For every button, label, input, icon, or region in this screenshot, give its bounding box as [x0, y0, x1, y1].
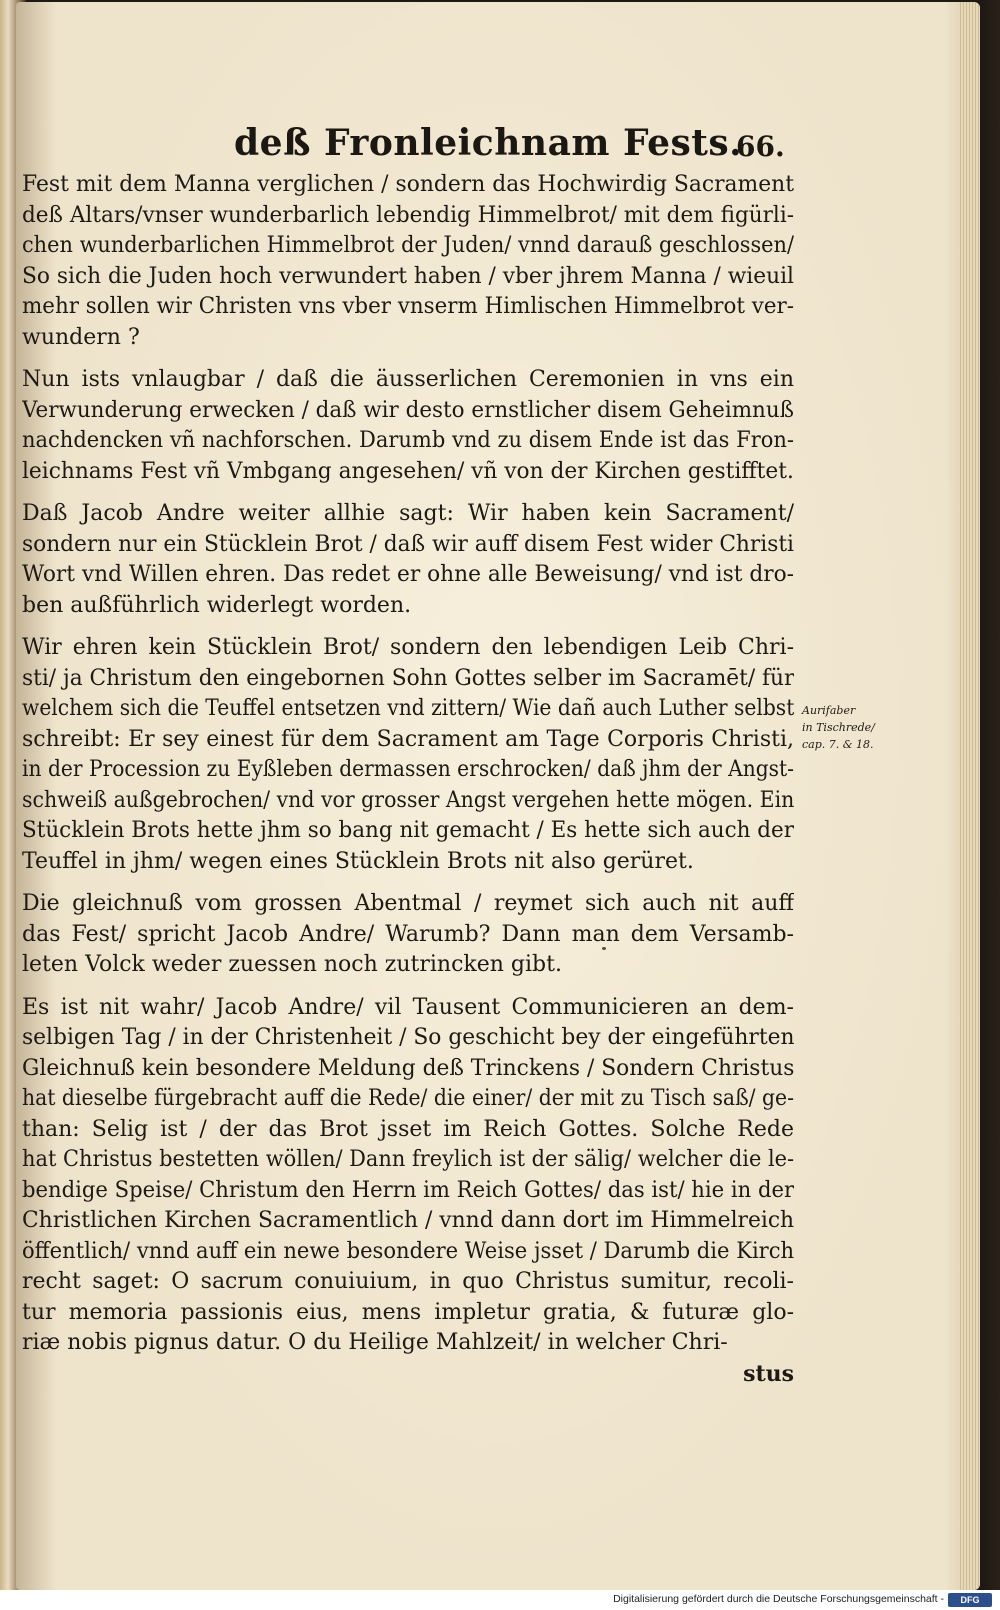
text-line: das Fest/ spricht Jacob Andre/ Warumb? Dann man dem Versamb- [22, 921, 794, 947]
page-edge [958, 2, 980, 1590]
text-line: selbigen Tag / in der Christenheit / So geschicht bey der eingeführten [22, 1025, 794, 1050]
catchword: stus [743, 1360, 794, 1387]
page-header [16, 122, 980, 172]
text-line: recht saget: O sacrum conuiuium, in quo Christus sumitur, recoli- [22, 1269, 794, 1294]
marginal-note-line: cap. 7. & 18. [802, 738, 874, 751]
text-line: mehr sollen wir Christen vns vber vnserm Himlischen Himmelbrot ver- [22, 294, 794, 319]
paragraph [22, 633, 794, 877]
page-number: 66. [736, 130, 785, 163]
text-line: hat dieselbe fürgebracht auff die Rede/ die einer/ der mit zu Tisch saß/ ge- [22, 1086, 794, 1111]
main-text [22, 170, 794, 1389]
text-line: welchem sich die Teuffel entsetzen vnd zittern/ Wie dañ auch Luther selbst [22, 696, 794, 721]
ink-speck [602, 947, 606, 950]
text-line: Nun ists vnlaugbar / daß die äusserlichen Ceremonien in vns ein [22, 367, 794, 392]
paragraph [22, 993, 794, 1359]
text-line: Teuffel in jhm/ wegen eines Stücklein Brots nit also gerüret. [22, 848, 694, 874]
text-line: in der Procession zu Eyßleben dermassen erschrocken/ daß jhm der Angst- [22, 757, 794, 782]
marginal-note-line: Aurifaber [802, 704, 856, 717]
paragraph-gap [22, 877, 794, 889]
text-line: So sich die Juden hoch verwundert haben / vber jhrem Manna / wieuil [22, 263, 794, 289]
paragraph [22, 889, 794, 981]
text-line: Verwunderung erwecken / daß wir desto ernstlicher disem Geheimnuß [22, 397, 794, 423]
text-line: sondern nur ein Stücklein Brot / daß wir auff disem Fest wider Christi [22, 531, 794, 557]
text-line: Fest mit dem Manna verglichen / sondern das Hochwirdig Sacrament [22, 172, 794, 197]
text-line: leichnams Fest vñ Vmbgang angesehen/ vñ von der Kirchen gestifftet. [22, 458, 794, 484]
text-line: sti/ ja Christum den eingebornen Sohn Gottes selber im Sacramēt/ für [22, 665, 794, 691]
dfg-logo: DFG [948, 1593, 992, 1607]
book-page [16, 2, 980, 1590]
paragraph [22, 499, 794, 621]
text-line: Christlichen Kirchen Sacramentlich / vnnd dann dort im Himmelreich [22, 1208, 794, 1233]
text-line: deß Altars/vnser wunderbarlich lebendig Himmelbrot/ mit dem figürli- [22, 202, 794, 228]
paragraph-gap [22, 353, 794, 365]
text-line: wundern ? [22, 324, 140, 350]
text-line: Gleichnuß kein besondere Meldung deß Trinckens / Sondern Christus [22, 1055, 794, 1081]
marginal-note-line: in Tischrede/ [802, 721, 875, 734]
marginal-note [802, 702, 902, 753]
text-line: schweiß außgebrochen/ vnd vor grosser Angst vergehen hette mögen. Ein [22, 787, 794, 813]
paragraph [22, 365, 794, 487]
text-line: bendige Speise/ Christum den Herrn im Reich Gottes/ das ist/ hie in der [22, 1177, 794, 1203]
footer-bar [0, 1590, 1000, 1610]
text-line: leten Volck weder zuessen noch zutrincken gibt. [22, 952, 562, 977]
text-line: Wir ehren kein Stücklein Brot/ sondern den lebendigen Leib Chri- [22, 635, 794, 660]
footer-credit: Digitalisierung gefördert durch die Deutsche Forschungsgemeinschaft - [613, 1593, 944, 1605]
text-line: Die gleichnuß vom grossen Abentmal / reymet sich auch nit auff [22, 891, 794, 916]
text-line: nachdencken vñ nachforschen. Darumb vnd zu disem Ende ist das Fron- [22, 428, 794, 453]
paragraph-gap [22, 621, 794, 633]
paragraph-gap [22, 981, 794, 993]
running-head: deß Fronleichnam Fests. [234, 122, 743, 164]
text-line: than: Selig ist / der das Brot jsset im Reich Gottes. Solche Rede [22, 1116, 794, 1142]
text-line: Wort vnd Willen ehren. Das redet er ohne alle Beweisung/ vnd ist dro- [22, 562, 794, 587]
text-line: ben außführlich widerlegt worden. [22, 592, 412, 618]
text-line: riæ nobis pignus datur. O du Heilige Mahlzeit/ in welcher Chri- [22, 1330, 728, 1355]
paragraph-gap [22, 487, 794, 499]
text-line: schreibt: Er sey einest für dem Sacrament am Tage Corporis Christi, [22, 726, 794, 752]
text-line: tur memoria passionis eius, mens impletur gratia, & futuræ glo- [22, 1299, 794, 1325]
text-line: chen wunderbarlichen Himmelbrot der Juden/ vnnd darauß geschlossen/ [22, 233, 794, 258]
text-line: hat Christus bestetten wöllen/ Dann freylich ist der sälig/ welcher die le- [22, 1147, 794, 1172]
text-line: Es ist nit wahr/ Jacob Andre/ vil Tausent Communicieren an dem- [22, 994, 794, 1020]
text-line: Stücklein Brots hette jhm so bang nit gemacht / Es hette sich auch der [22, 818, 794, 843]
text-line: Daß Jacob Andre weiter allhie sagt: Wir haben kein Sacrament/ [22, 501, 794, 526]
text-line: öffentlich/ vnnd auff ein newe besondere Weise jsset / Darumb die Kirch [22, 1238, 794, 1264]
paragraph [22, 170, 794, 353]
